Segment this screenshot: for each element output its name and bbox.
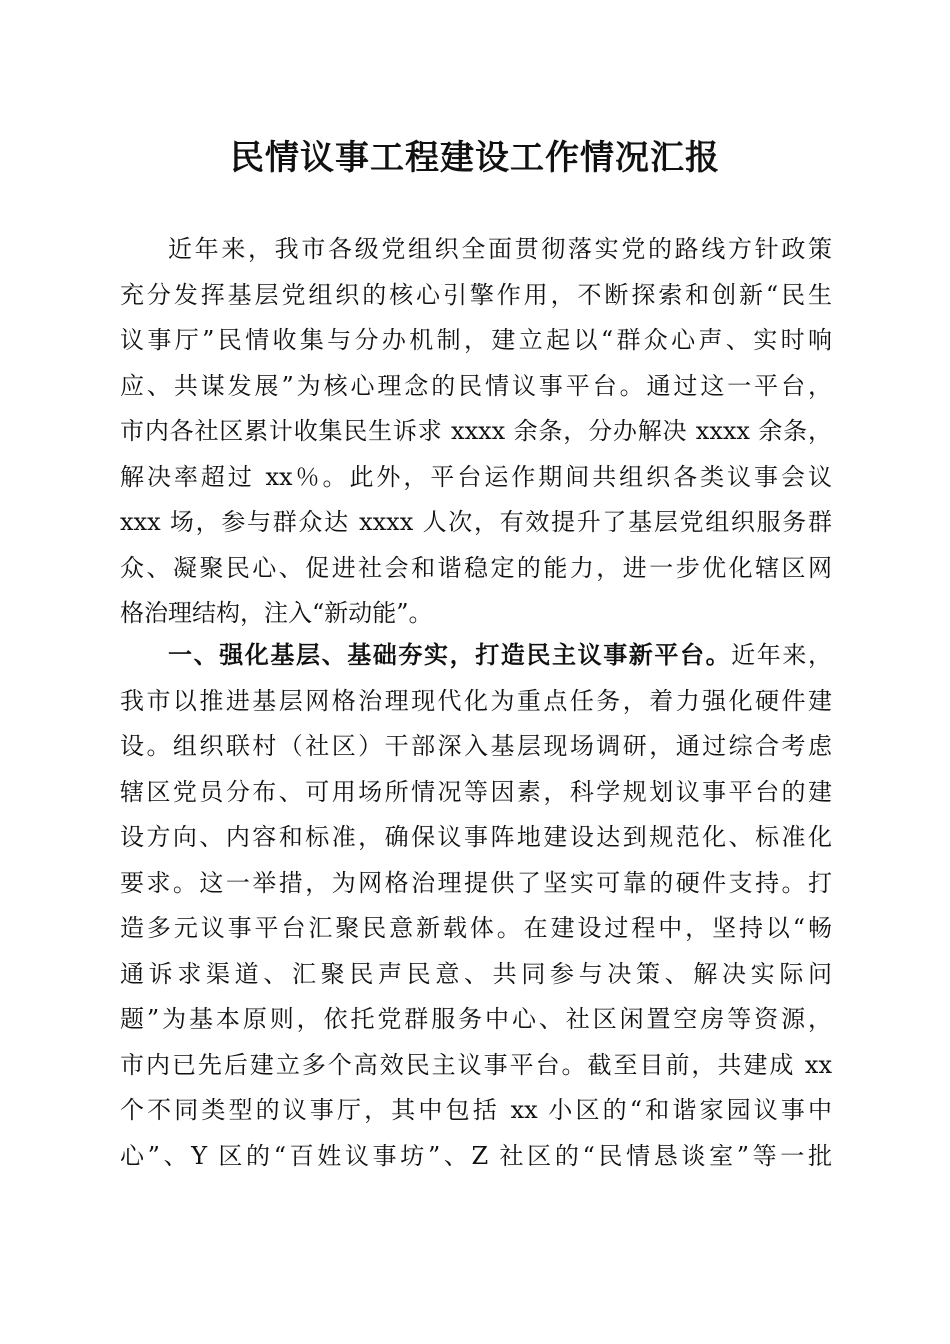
paragraph-line: 通诉求渠道、汇聚民声民意、共同参与决策、解决实际问 [120,959,832,988]
paragraph-line: 市内各社区累计收集民生诉求 xxxx 余条，分办解决 xxxx 余条， [120,417,832,445]
paragraph-line: 辖区党员分布、可用场所情况等因素，科学规划议事平台的建 [120,777,832,806]
paragraph-line: 市内已先后建立多个高效民主议事平台。截至目前，共建成 xx [120,1050,832,1079]
paragraph-line: 我市以推进基层网格治理现代化为重点任务，着力强化硬件建 [120,686,832,715]
paragraph-line: 设。组织联村（社区）干部深入基层现场调研，通过综合考虑 [120,732,832,760]
paragraph-line: 要求。这一举措，为网格治理提供了坚实可靠的硬件支持。打 [120,868,832,897]
paragraph-line: 题”为基本原则，依托党群服务中心、社区闲置空房等资源， [120,1005,832,1033]
paragraph-first-line [120,633,832,679]
paragraph-line: 充分发挥基层党组织的核心引擎作用，不断探索和创新“民生 [120,280,832,309]
paragraph-line: xxx 场，参与群众达 xxxx 人次，有效提升了基层党组织服务群 [120,508,832,536]
paragraph-line: 设方向、内容和标准，确保议事阵地建设达到规范化、标准化 [120,823,832,851]
paragraph-line: 应、共谋发展”为核心理念的民情议事平台。通过这一平台， [120,371,832,400]
paragraph-line: 心”、Y 区的“百姓议事坊”、Z 社区的“民情恳谈室”等一批 [120,1141,832,1170]
paragraph-line: 格治理结构，注入“新动能”。 [120,599,433,627]
paragraph-line: 议事厅”民情收集与分办机制，建立起以“群众心声、实时响 [120,326,832,354]
paragraph-line: 解决率超过 xx％。此外，平台运作期间共组织各类议事会议 [120,462,832,491]
section-heading: 一、强化基层、基础夯实，打造民主议事新平台。 [168,641,732,669]
paragraph-line: 众、凝聚民心、促进社会和谐稳定的能力，进一步优化辖区网 [120,553,832,582]
section-heading-continuation: 近年来， [731,641,833,669]
document-title: 民情议事工程建设工作情况汇报 [230,138,720,178]
paragraph-section-one [120,633,832,1179]
paragraph-intro [120,227,832,637]
paragraph-line: 近年来，我市各级党组织全面贯彻落实党的路线方针政策 [168,235,832,263]
paragraph-line: 个不同类型的议事厅，其中包括 xx 小区的“和谐家园议事中 [120,1096,832,1124]
paragraph-line: 造多元议事平台汇聚民意新载体。在建设过程中，坚持以“畅 [120,914,832,942]
